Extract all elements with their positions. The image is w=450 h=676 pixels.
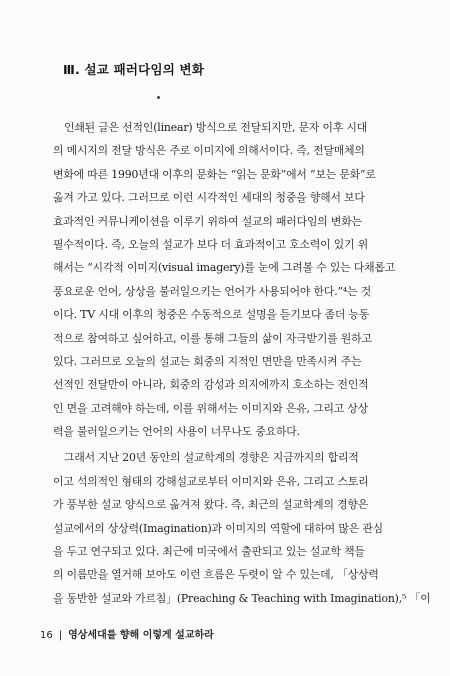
text-line: 풍요로운 언어, 상상을 불러일으키는 언어가 사용되어야 한다.”⁴는 것 [53, 284, 372, 298]
text-line: 적으로 참여하고 싶어하고, 이를 통해 그들의 삶이 자극받기를 원하고 [53, 331, 372, 345]
running-title: 영상세대를 향해 이렇게 설교하라 [68, 630, 214, 641]
text-line: 가 풍부한 설교 양식으로 옮겨져 왔다. 즉, 최근의 설교학계의 경향은 [53, 498, 369, 512]
text-line: 인쇄된 글은 선적인(linear) 방식으로 전달되지만, 문자 이후 시대 [64, 121, 368, 134]
text-line: 을 두고 연구되고 있다. 최근에 미국에서 출판되고 있는 설교학 책들 [53, 545, 365, 559]
text-line: 의 이름만을 열거해 보아도 이런 흐름은 두렷이 알 수 있는데, 「상상력 [53, 568, 379, 582]
page-number: 16 [40, 630, 53, 641]
section-heading: Ⅲ. 설교 패러다임의 변화 [63, 62, 205, 77]
text-line: 이고 석의적인 형태의 강해설교로부터 이미지와 은유, 그리고 스토리 [53, 474, 369, 488]
text-line: 해서는 “시각적 이미지(visual imagery)를 눈에 그려볼 수 있는 다채롭고 [53, 261, 396, 275]
text-line: 효과적인 커뮤니케이션을 이루기 위하여 설교의 패러다임의 변화는 [53, 214, 362, 228]
text-line: 설교에서의 상상력(Imagination)과 이미지의 역할에 대하여 많은 관심 [53, 521, 383, 535]
footer-separator: | [58, 630, 63, 641]
text-line: 이다. TV 시대 이후의 청중은 수동적으로 설명을 듣기보다 좀더 능동 [53, 308, 370, 322]
text-line: 선적인 전달만이 아니라, 회중의 감성과 의지에까지 호소하는 전인적 [53, 378, 369, 392]
text-line: 필수적이다. 즉, 오늘의 설교가 보다 더 효과적이고 호소력이 있기 위 [53, 237, 369, 251]
text-line: 력을 불러일으키는 언어의 사용이 너무나도 중요하다. [53, 425, 300, 439]
text-line: 변화에 따른 1990년대 이후의 문화는 “읽는 문화”에서 “보는 문화”로 [53, 167, 376, 181]
text-line: 그래서 지난 20년 동안의 설교학계의 경향은 지금까지의 합리적 [64, 451, 359, 465]
text-line: 을 동반한 설교와 가르침」(Preaching & Teaching with Imagination),⁵ 「이 [53, 591, 431, 605]
text-line: 인 면을 고려해야 하는데, 이를 위해서는 이미지와 은유, 그리고 상상 [53, 401, 369, 415]
text-line: 옮겨 가고 있다. 그러므로 이런 시각적인 세대의 청중을 향해서 보다 [53, 191, 365, 205]
body-text [53, 116, 431, 610]
text-line: 있다. 그러므로 오늘의 설교는 회중의 지적인 면만을 만족시켜 주는 [53, 354, 362, 368]
page-footer [40, 626, 214, 641]
text-line: 의 메시지의 전달 방식은 주로 이미지에 의해서이다. 즉, 전달매체의 [53, 144, 365, 158]
decorative-dot [157, 96, 160, 99]
